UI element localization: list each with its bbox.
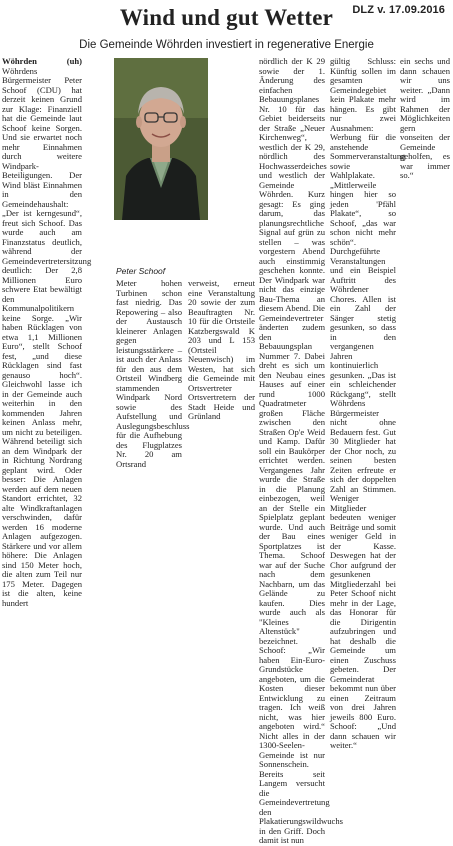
subheadline: Die Gemeinde Wöhrden investiert in regenerative Energie (79, 39, 374, 51)
article-column-1 (2, 56, 92, 608)
article-column-1-text: Wöhrdens Bürgermeister Peter Schoof (CDU) hat derzeit keinen Grund zur Klage: Finanziell hat die Gemeinde laut Schoof keine Sorgen. Und sie erwartet noch mehr Einnahmen durch weitere Windpark-Beteiligungen. Der Wind bläst Einnahmen in den Gemeindehaushalt: „Der ist kerngesund“, freut sich Schoof. Das wurde auch am Finanzstatus deutlich, während der Gemeindevertretersitzung deutlich: Der 2,8 Millionen Euro schwere Etat bewältigt den Kommunalpolitikern keine Sorge. „Wir haben Rücklagen von etwa 1,1 Millionen Euro“, stellt Schoof fest, „und diese Rücklagen sind fast genauso hoch“. Gleichwohl lasse ich in der Gemeinde auch weiterhin in den kommenden Jahren keinen Anlass mehr, um nicht zu beteiligen. Während beteiligt sich an dem Windpark der in Richtung Nordrang geplant wird. Oder besser: Die Anlagen werden auf dem neuen Standort errichtet, 32 alte Windkraftanlagen verschwinden, dafür werden 16 moderne Anlagen aufgezogen. Stärkere und vor allem höhere: Die Anlagen sind 150 Meter hoch, die alten zum Teil nur 175 Meter. Dagegen ist die alten, keine hundert (2, 65, 92, 608)
article-column-4 (259, 56, 344, 845)
source-line: DLZ v. 17.09.2016 (352, 4, 445, 16)
article-dateline: Wöhrden (uh) (2, 56, 82, 66)
article-column-5-text: gültig Schluss: Künftig sollen im gesamten Gemeindegebiet kein Plakate mehr hängen. Es gibt nur zwei Ausnahmen: Werbung für die anstehende Sommerveranstaltung sowie Wahlplakate. „Mittlerweile hingen hier so jeden 'Pfähl Plakate“, so Schoof, „das war schon nicht mehr schön“. Durchgeführte Veranstaltungen und ein Beispiel Auftritt des Wöhrdener Chores. Allen ist ein Zahl der Sänger stetig gesunken, so dass in den vergangenen Jahren kontinuierlich gesunken. „Das ist ein schleichender Rückgang“, stellt Wöhrdens Bürgermeister nicht ohne Bedauern fest. Gut 30 Mitglieder hat der Chor noch, zu seinen besten Zeiten erfreute er sich der doppelten Zahl an Stimmen. Weniger Mitglieder bedeuten weniger Beiträge und somit weniger Geld in der Kasse. Deswegen hat der Chor aufgrund der gesunkenen Mitgliederzahl bei Peter Schoof nicht mehr in der Lage, das Honorar für die Dirigentin aufzubringen und hat deshalb die Gemeinde um einen Zuschuss gebeten. Der Gemeinderat bekommt nun über einen Zeitraum von drei Jahren jeweils 800 Euro. Schoof: „Und dann schauen wir weiter.“ (330, 56, 406, 750)
headline: Wind und gut Wetter (119, 5, 334, 30)
article-column-4-text: nördlich der K 29 sowie der 1. Änderung des einfachen Bebauungsplanes Nr. 10 für das Gebiet beiderseits der Straße „Neuer Kirchenweg“, westlich der K 29, nördlich des Hochwasserdeiches und westlich der Gemeinde Wöhrden. Kurz gesagt: Es ging darum, das planungsrechtliche Signal auf grün zu stellen – was vorgestern Abend auch einstimmig geschehen konnte. Der Windpark war nicht das einzige Bau-Thema an diesem Abend. Die Gemeindevertreter änderten zudem den Bebauungsplan Nummer 7. Dabei dreht es sich um den Neubau eines Hauses auf einer rund 1000 Quadratmeter großen Fläche zwischen den Straßen Op'e Weid und Kamp. Dafür soll ein Baukörper errichtet werden. Vergangenes Jahr wurde die Straße in die Planung einbezogen, weil an der Stelle ein Spielplatz geplant wurde. Und auch der Bau eines Sportplatzes ist Thema. Schoof war auf der Suche nach dem Nachbarn, um das Gelände zu kaufen. Dies wurde auch als "Kleines Altenstück" bezeichnet. Schoof: „Wir haben Ein-Euro-Grundstücke angeboten, um die Kosten dieser Entwicklung zu tragen. Ich weiß nicht, was hier angeboten wird.“ Nicht alles in der 1300-Seelen-Gemeinde ist nur Sonnenschein. Bereits seit Langem versucht die Gemeindevertretung den Plakatierungswildwuchs in den Griff. Doch damit ist nun (259, 56, 344, 845)
portrait-photo (114, 58, 208, 220)
article-column-2-text: Meter hohen Turbinen schon fast niedrig. Das Repowering – also der Austausch kleinerer Anlagen gegen leistungsstärkere – ist auch der Anlass für den aus dem Ortsteil Windberg stammenden Windpark Nord sowie des Aufstellung und Auslegungsbeschluss für die Aufhebung des Flugplatzes Nr. 20 am Ortsrand (116, 278, 190, 469)
article-column-5 (330, 56, 406, 750)
article-column-3-text: verweist, erneut eine Veranstaltung 20 sowie der zum Beauftragten Nr. 10 für die Ortsteile Katzbergswald K 203 und L 153 (Ortsteil Neuenwisch) im Westen, hat sich die Gemeinde mit Ortsvertreter Ortsvertretern der Stadt Heide und Grünland (188, 278, 255, 421)
article-column-6 (400, 57, 450, 400)
article-column-3 (188, 278, 255, 421)
article-column-2 (116, 278, 190, 469)
photo-caption: Peter Schoof (116, 266, 166, 276)
article-column-6-text: ein sechs und dann schauen wir uns weiter. „Dann wird im Rahmen der Möglichkeiten gern vonseiten der Gemeinde geholfen, es war immer so.“ (400, 56, 451, 180)
